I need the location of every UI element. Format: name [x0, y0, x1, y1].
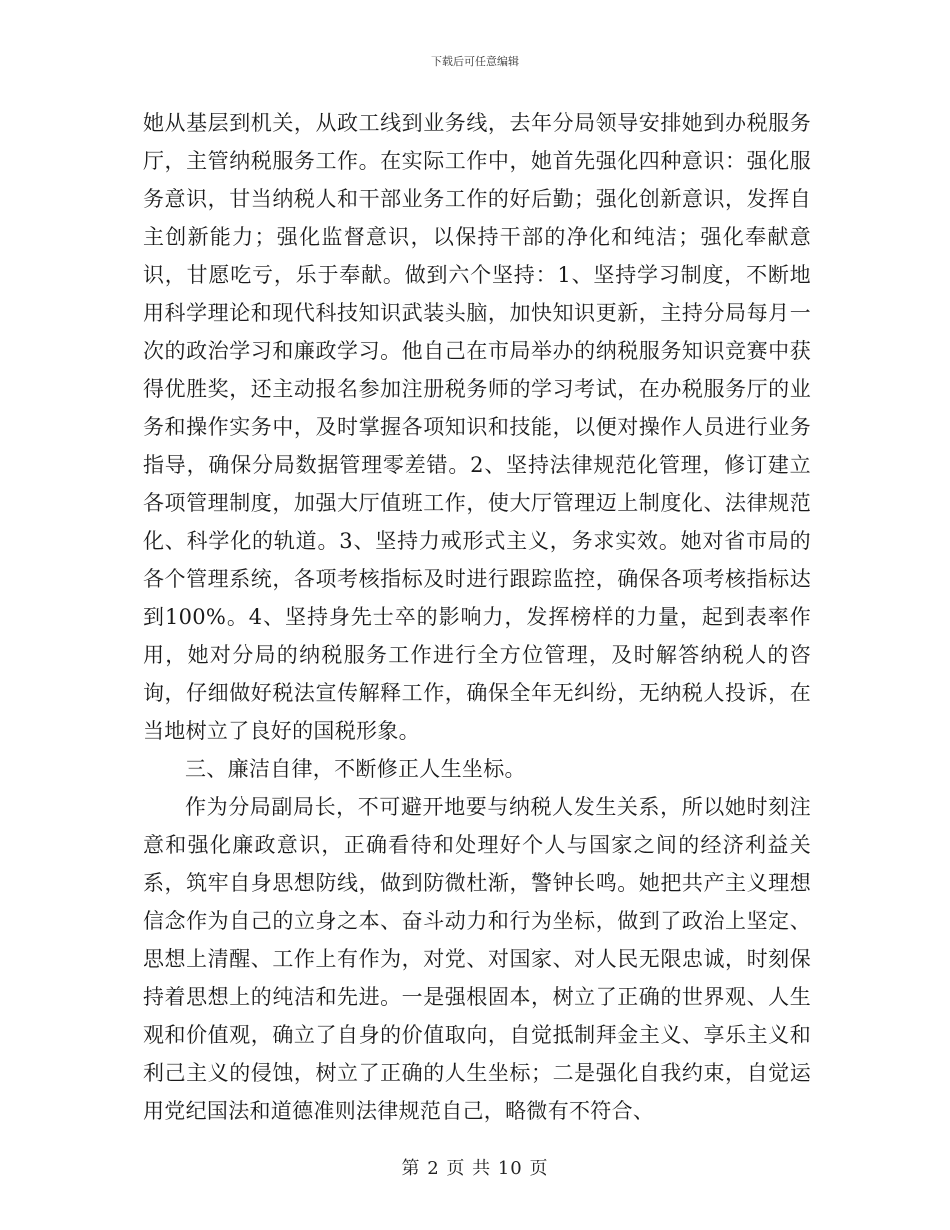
body-paragraph: 作为分局副局长，不可避开地要与纳税人发生关系，所以她时刻注意和强化廉政意识，正确看待和处理好个人与国家之间的经济利益关系，筑牢自身思想防线，做到防微杜渐，警钟长鸣。她把共产主义理想信念作为自己的立身之本、奋斗动力和行为坐标，做到了政治上坚定、思想上清醒、工作上有作为，对党、对国家、对人民无限忠诚，时刻保持着思想上的纯洁和先进。一是强根固本，树立了正确的世界观、人生观和价值观，确立了自身的价值取向，自觉抵制拜金主义、享乐主义和利己主义的侵蚀，树立了正确的人生坐标；二是强化自我约束，自觉运用党纪国法和道德准则法律规范自己，略微有不符合、 [143, 795, 811, 1123]
document-body [143, 104, 811, 1130]
header-note: 下载后可任意编辑 [431, 55, 519, 68]
section-heading: 三、廉洁自律，不断修正人生坐标。 [185, 757, 526, 781]
body-paragraph: 她从基层到机关，从政工线到业务线，去年分局领导安排她到办税服务厅，主管纳税服务工作。在实际工作中，她首先强化四种意识：强化服务意识，甘当纳税人和干部业务工作的好后勤；强化创新意识，发挥自主创新能力；强化监督意识，以保持干部的净化和纯洁；强化奉献意识，甘愿吃亏，乐于奉献。做到六个坚持：1、坚持学习制度，不断地用科学理论和现代科技知识武装头脑，加快知识更新，主持分局每月一次的政治学习和廉政学习。他自己在市局举办的纳税服务知识竞赛中获得优胜奖，还主动报名参加注册税务师的学习考试，在办税服务厅的业务和操作实务中，及时掌握各项知识和技能，以便对操作人员进行业务指导，确保分局数据管理零差错。2、坚持法律规范化管理，修订建立各项管理制度，加强大厅值班工作，使大厅管理迈上制度化、法律规范化、科学化的轨道。3、坚持力戒形式主义，务求实效。她对省市局的各个管理系统，各项考核指标及时进行跟踪监控，确保各项考核指标达到100%。4、坚持身先士卒的影响力，发挥榜样的力量，起到表率作用，她对分局的纳税服务工作进行全方位管理，及时解答纳税人的咨询，仔细做好税法宣传解释工作，确保全年无纠纷，无纳税人投诉，在当地树立了良好的国税形象。 [143, 111, 811, 743]
page-number: 第 2 页 共 10 页 [401, 1158, 549, 1179]
